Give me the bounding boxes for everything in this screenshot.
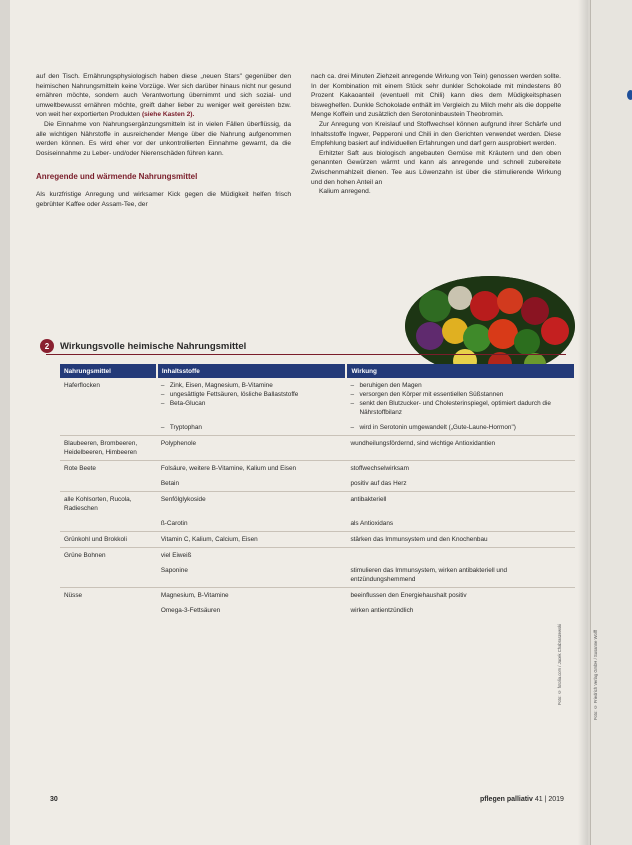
photo-credit: Foto: © fotolia.com / Jacek Chabraszewski (557, 623, 562, 705)
paragraph: Als kurzfristige Anregung und wirksamer Kick gegen die Müdigkeit helfen frisch gebrühter Kaffee oder Assam-Tee, der (36, 190, 291, 208)
substances-cell: Omega-3-Fettsäuren (160, 607, 221, 614)
food-cell (60, 603, 157, 618)
list-item: – Beta-Glucan (161, 399, 343, 408)
substances-cell: Betain (160, 480, 179, 487)
section-heading: Anregende und wärmende Nahrungsmittel (36, 172, 198, 182)
list-item: – senkt den Blutzucker- und Cholesterinspiegel, optimiert dadurch die Nährstoffbilanz (350, 399, 571, 417)
food-cell: Grünkohl und Brokkoli (60, 532, 157, 548)
effect-cell: stoffwechselwirksam (346, 461, 575, 477)
table-row (60, 603, 575, 618)
effect-cell (346, 420, 575, 436)
text-column-left (36, 72, 291, 209)
journal-footer (480, 796, 564, 803)
box-reference: (siehe Kasten 2). (141, 111, 195, 119)
list-item: – beruhigen den Magen (350, 381, 571, 390)
effect-cell: antibakteriell (346, 492, 575, 517)
table-row (60, 588, 575, 604)
food-cell: Nüsse (60, 588, 157, 604)
substances-cell (157, 378, 347, 420)
substances-cell: Saponine (160, 567, 188, 574)
adjacent-page-marker (627, 90, 632, 100)
journal-issue: 41 | 2019 (534, 796, 564, 803)
effect-cell: stimulieren das Immunsystem, wirken antibakteriell und entzündungshemmend (350, 567, 508, 583)
table-row (60, 476, 575, 492)
nutrition-table (60, 364, 576, 618)
magazine-page (10, 0, 588, 845)
effect-cell (346, 548, 575, 564)
journal-name: pflegen palliativ (480, 796, 533, 803)
food-cell (60, 516, 157, 532)
substances-cell: Vitamin C, Kalium, Calcium, Eisen (157, 532, 347, 548)
column-header: Nahrungsmittel (60, 364, 157, 378)
list-item: – wird in Serotonin umgewandelt („Gute-Laune-Hormon") (350, 423, 571, 432)
box-title-rule (46, 354, 566, 355)
substances-cell: Polyphenole (157, 436, 347, 461)
substances-cell: Senfölglykoside (157, 492, 347, 517)
food-cell: Haferflocken (64, 382, 100, 389)
list-item: – versorgen den Körper mit essentiellen Süßstannen (350, 390, 571, 399)
substances-cell: ß-Carotin (160, 520, 188, 527)
list-item: – Tryptophan (161, 423, 343, 432)
effect-cell: positiv auf das Herz (350, 480, 407, 487)
column-header: Wirkung (346, 364, 575, 378)
food-cell: alle Kohlsorten, Rucola, Radieschen (60, 492, 157, 517)
paragraph: Erhitzter Saft aus biologisch angebauten Gemüse mit Kräutern und den oben genannten Gewürzen wärmt und kann als anregende und schnell zubereitete Zwischenmahlzeit dienen. Tee aus Löwenzahn ist über die stimulierende Wirkung und den hohen Anteil an (311, 149, 561, 186)
food-cell: Grüne Bohnen (60, 548, 157, 564)
table-row (60, 516, 575, 532)
effect-cell: als Antioxidans (350, 520, 394, 527)
food-cell (60, 563, 157, 588)
table-row (60, 461, 575, 477)
effect-cell: wirken antientzündlich (350, 607, 414, 614)
effect-cell: beeinflussen den Energiehaushalt positiv (346, 588, 575, 604)
food-cell: Blaubeeren, Brombeeren, Heidelbeeren, Himbeeren (60, 436, 157, 461)
column-header: Inhaltsstoffe (157, 364, 347, 378)
substances-cell (157, 420, 347, 436)
effect-cell: wundheilungsfördernd, sind wichtige Antioxidantien (346, 436, 575, 461)
table-header-row (60, 364, 575, 378)
box-header (40, 338, 246, 354)
box-title: Wirkungsvolle heimische Nahrungsmittel (60, 340, 247, 352)
table-row (60, 563, 575, 588)
side-credit: Foto: © Friedrich Verlag GmbH / Susanne Wolff (593, 629, 598, 720)
food-cell (60, 476, 157, 492)
food-cell (60, 420, 157, 436)
paragraph: Zur Anregung von Kreislauf und Stoffwechsel können aufgrund ihrer Schärfe und Inhaltsstoffe Ingwer, Pepperoni und Chili in den Gerichten verwendet werden. Diese Empfehlung basiert auf individuellen Erfahrungen und darf gern ausprobiert werden. (311, 120, 561, 148)
table-row (60, 378, 575, 420)
paragraph: Die Einnahme von Nahrungsergänzungsmitteln ist in vielen Fällen überflüssig, da alle wichtigen Nährstoffe in ausreichender Menge über die Nahrung aufgenommen werden können. Es wird eher vor der unkontrollierten Einnahme gewarnt, da die Dosiseinnahme zu Leber- und/oder Nierenschäden führen kann. (36, 120, 291, 157)
table-row (60, 532, 575, 548)
list-item: – Zink, Eisen, Magnesium, B-Vitamine (161, 381, 343, 390)
page-number: 30 (50, 796, 58, 803)
effect-cell (346, 378, 575, 420)
effect-cell: stärken das Immunsystem und den Knochenbau (346, 532, 575, 548)
table-row (60, 492, 575, 517)
substances-cell: Folsäure, weitere B-Vitamine, Kalium und Eisen (157, 461, 347, 477)
text-column-right (311, 72, 561, 197)
table-row (60, 548, 575, 564)
box-number-badge: 2 (40, 339, 54, 353)
paragraph: nach ca. drei Minuten Ziehzeit anregende Wirkung von Tein) genossen werden sollte. In der Kombination mit einem Stück sehr dunkler Schokolade mit mindestens 80 Prozent Kakaoanteil (eventuell mit Chili) kann dies dem Müdigkeitsphasen bisweghelfen. Dunkle Schokolade enthält im Vergleich zu Milch mehr als die doppelte Menge Koffein und zusätzlich den Serotoninbaustein Theobromin. (311, 73, 561, 119)
table-row (60, 420, 575, 436)
food-cell: Rote Beete (60, 461, 157, 477)
paragraph: auf den Tisch. Ernährungsphysiologisch haben diese „neuen Stars" gegenüber den heimischen Nahrungsmitteln keine Vorzüge. Wer sich darüber hinaus nicht nur gesund ernähren möchte, sondern auch Verantwortung übernimmt und sich sozial- und umweltbewusst ernähren möchte, greift daher lieber zu weniger weit gereisten bzw. von weit her exportierten Produkten (siehe Kasten 2). (36, 73, 291, 119)
list-item: – ungesättigte Fettsäuren, lösliche Ballaststoffe (161, 390, 343, 399)
substances-cell: viel Eiweiß (157, 548, 347, 564)
paragraph: Kalium anregend. (319, 188, 371, 196)
substances-cell: Magnesium, B-Vitamine (157, 588, 347, 604)
info-box (40, 338, 574, 710)
table-row (60, 436, 575, 461)
